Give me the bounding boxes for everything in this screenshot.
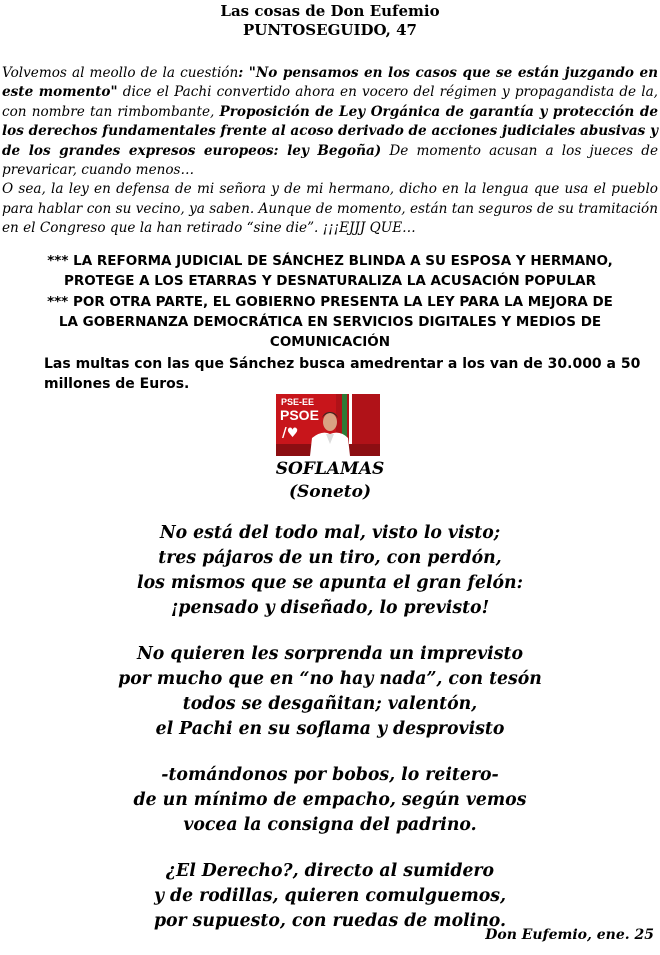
intro-p1-quote: : "No pensamos en los casos que se están juzgando en este momento" [2,65,658,101]
multas-text: Las multas con las que Sánchez busca amedrentar a los van de 30.000 a 50 millones de Euros. [44,356,641,392]
sign-top-text: PSE-EE [281,397,315,407]
headline-line: *** POR OTRA PARTE, EL GOBIERNO PRESENTA LA LEY PARA LA MEJORA DE [47,294,613,310]
headline-line: *** LA REFORMA JUDICIAL DE SÁNCHEZ BLINDA A SU ESPOSA Y HERMANO, [47,253,613,269]
poem-stanza-1 [0,521,660,621]
rose-heart-icon: /♥ [282,426,299,441]
poem-verse: los mismos que se apunta el gran felón: [137,573,523,593]
poem-verse: No está del todo mal, visto lo visto; [159,523,501,543]
headline-line: COMUNICACIÓN [269,334,391,350]
poem-stanza-2 [0,642,660,742]
intro-p1-e: De momento acusan a los jueces de prevaricar, cuando menos… [2,142,658,179]
headline-line: LA GOBERNANZA DEMOCRÁTICA EN SERVICIOS DIGITALES Y MEDIOS DE [58,314,602,330]
intro-paragraph-2: O sea, la ley en defensa de mi señora y de mi hermano, dicho en la lengua que usa el pueblo para hablar con su vecino, ya saben. Aunque de momento, están tan seguros de su tramitación en el Congreso que la han retirado “sine die”. ¡¡¡EJJJ QUE… [2,181,658,237]
article-title: Las cosas de Don Eufemio [220,2,440,20]
author-signature: Don Eufemio, ene. 25 [485,927,654,943]
sign-main-text: PSOE [280,407,319,423]
headline-reforma [0,251,660,291]
intro-p1-c: dice el Pachi convertido ahora en vocero del régimen y propagandista de la, con nombre tan rimbombante, [2,84,659,120]
poem-verse: por supuesto, con ruedas de molino. [153,911,507,931]
poem-verse: por mucho que en “no hay nada”, con tesón [118,669,542,689]
poem-verse: No quieren les sorprenda un imprevisto [137,644,523,664]
poem-verse: y de rodillas, quieren comulguemos, [153,886,507,906]
headline-gobernanza [0,292,660,352]
intro-paragraph-1 [2,64,658,180]
headline-line: PROTEGE A LOS ETARRAS Y DESNATURALIZA LA ACUSACIÓN POPULAR [63,273,597,289]
article-subtitle: PUNTOSEGUIDO, 47 [243,21,417,39]
poem-verse: de un mínimo de empacho, según vemos [133,790,527,810]
poem-title: SOFLAMAS [275,459,385,479]
poem-verse: el Pachi en su soflama y desprovisto [155,719,505,739]
man-face-icon [323,413,337,431]
photo-illustration [276,394,380,456]
poem-verse: tres pájaros de un tiro, con perdón, [158,548,502,568]
poem-verse: ¿El Derecho?, directo al sumidero [165,861,495,881]
politician-photo [276,394,380,456]
poem-verse: -tomándonos por bobos, lo reitero- [161,765,499,785]
poem-verse: vocea la consigna del padrino. [183,815,477,835]
intro-text [2,64,658,239]
intro-p1-law-name: Proposición de Ley Orgánica de garantía y protección de los derechos fundamentales frente al acoso derivado de acciones judiciales abusivas y de los grandes expresos europeos: ley Begoña) [2,103,658,159]
poem-verse: todos se desgañitan; valentón, [182,694,478,714]
poem-subtitle: (Soneto) [288,482,372,502]
poem-stanza-3 [0,763,660,838]
poem-body [0,521,660,955]
poem-stanza-4 [0,859,660,934]
poem-verse: ¡pensado y diseñado, lo previsto! [170,598,490,618]
intro-p1-a: Volvemos al meollo de la cuestión [2,65,239,81]
